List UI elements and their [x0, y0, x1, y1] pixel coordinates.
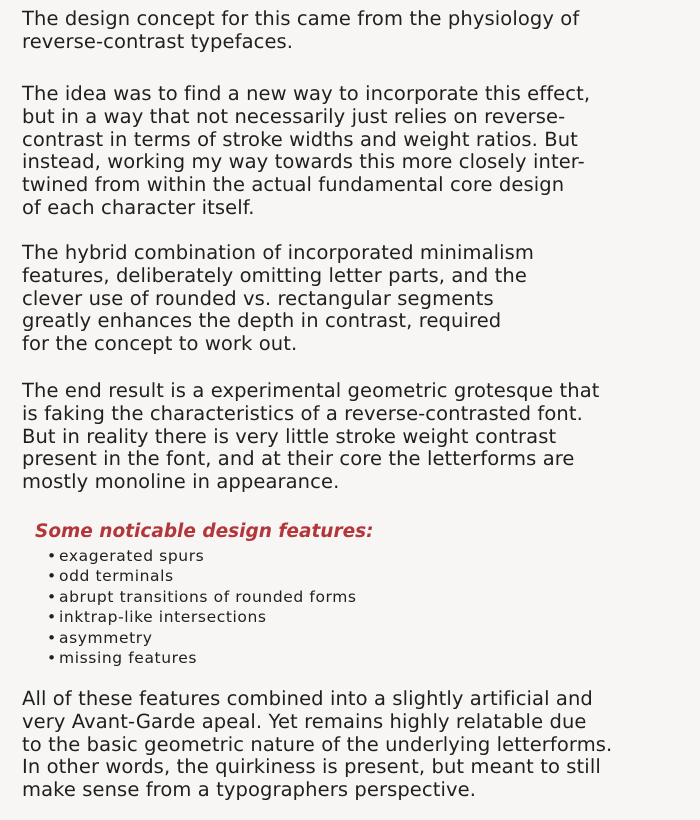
paragraph-hybrid-combination: The hybrid combination of incorporated minimalism features, deliberately omitting letter parts, and the clever use of rounded vs. rectangular segments greatly enhances the depth in contrast, required for the concept to work out.	[22, 241, 535, 356]
features-section	[35, 521, 374, 668]
bullet-icon: •	[47, 587, 57, 606]
paragraph-concept: The design concept for this came from the physiology of reverse-contrast typefaces.	[22, 7, 580, 53]
list-item	[47, 648, 374, 668]
paragraph-combined-features: All of these features combined into a slightly artificial and very Avant-Garde apeal. Yet remains highly relatable due to the basic geometric nature of the underlying letterforms. In other words, the quirkiness is present, but meant to still make sense from a typographers perspective.	[22, 687, 613, 802]
feature-label: exagerated spurs	[59, 547, 205, 565]
bullet-icon: •	[47, 608, 57, 627]
features-title: Some noticable design features:	[35, 521, 374, 542]
list-item	[47, 628, 374, 648]
bullet-icon: •	[47, 547, 57, 565]
feature-label: missing features	[59, 649, 198, 668]
feature-label: asymmetry	[59, 628, 153, 647]
paragraph-end-result: The end result is a experimental geometric grotesque that is faking the characteristics of a reverse-contrasted font. But in reality there is very little stroke weight contrast present in the font, and at their core the letterforms are mostly monoline in appearance.	[22, 379, 600, 494]
list-item	[47, 546, 374, 566]
bullet-icon: •	[47, 649, 57, 668]
features-list	[35, 546, 374, 668]
list-item	[47, 607, 374, 627]
bullet-icon: •	[47, 628, 57, 647]
bullet-icon: •	[47, 567, 57, 586]
list-item	[47, 566, 374, 586]
feature-label: abrupt transitions of rounded forms	[59, 587, 357, 606]
feature-label: inktrap-like intersections	[59, 608, 267, 627]
list-item	[47, 587, 374, 607]
feature-label: odd terminals	[59, 567, 174, 586]
paragraph-idea: The idea was to find a new way to incorporate this effect, but in a way that not necessarily just relies on reverse- contrast in terms of stroke widths and weight ratios. But instead, working my way towards this more closely inter- twined from within the actual fundamental core design of each character itself.	[22, 82, 591, 219]
